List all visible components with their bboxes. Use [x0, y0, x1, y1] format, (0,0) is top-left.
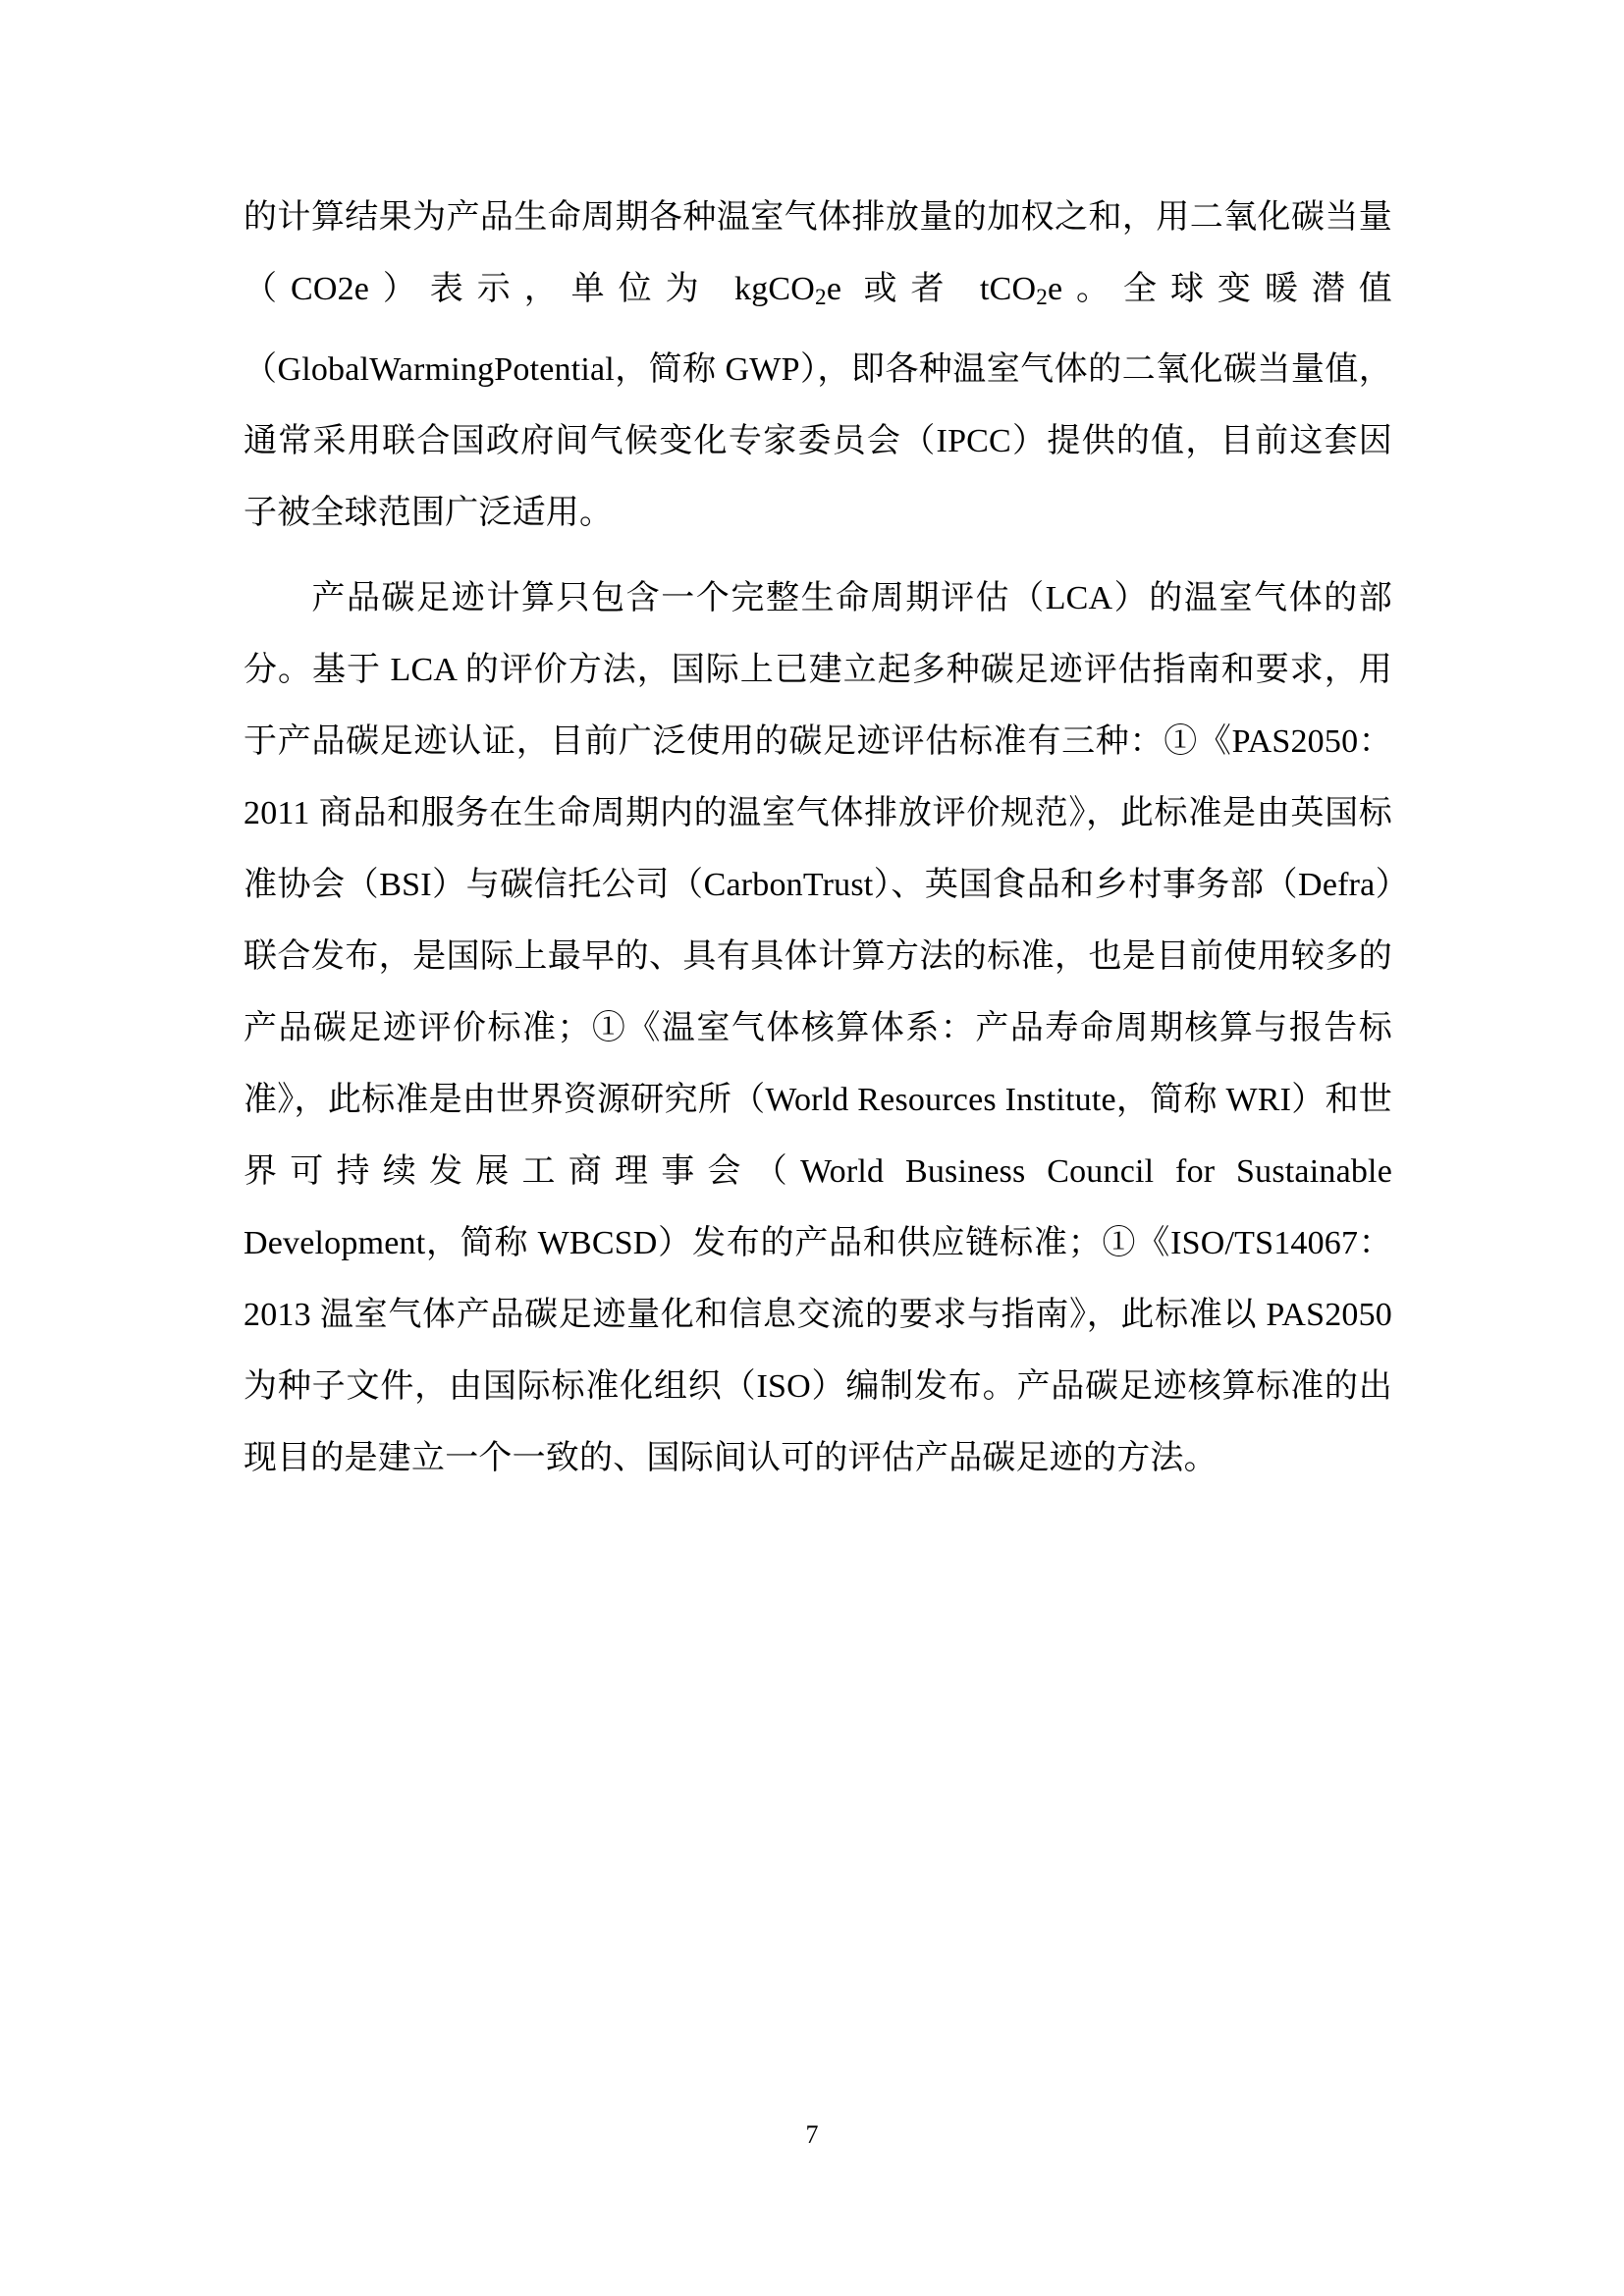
page-body	[244, 182, 1392, 1494]
paragraph-2-text: 产品碳足迹计算只包含一个完整生命周期评估（LCA）的温室气体的部分。基于 LCA 的评价方法，国际上已建立起多种碳足迹评估指南和要求，用于产品碳足迹认证，目前广泛使用的碳足迹评估标准有三种：①《PAS2050：2011 商品和服务在生命周期内的温室气体排放评价规范》，此标准是由英国标准协会（BSI）与碳信托公司（CarbonTrust）、英国食品和乡村事务部（Defra）联合发布，是国际上最早的、具有具体计算方法的标准，也是目前使用较多的产品碳足迹评价标准；①《温室气体核算体系：产品寿命周期核算与报告标准》，此标准是由世界资源研究所（World Resources Institute，简称 WRI）和世界可持续发展工商理事会（World Business Council for Sustainable Development，简称 WBCSD）发布的产品和供应链标准；①《ISO/TS14067：2013 温室气体产品碳足迹量化和信息交流的要求与指南》，此标准以 PAS2050 为种子文件，由国际标准化组织（ISO）编制发布。产品碳足迹核算标准的出现目的是建立一个一致的、国际间认可的评估产品碳足迹的方法。	[244, 580, 1392, 1477]
page-footer	[0, 2120, 1624, 2150]
paragraph-2	[244, 562, 1392, 1494]
paragraph-1-text: 的计算结果为产品生命周期各种温室气体排放量的加权之和，用二氧化碳当量（CO2e）表示，单位为 kgCO$_2$e 或者 tCO$_2$e。全球变暖潜值（GlobalWarmingPotential，简称 GWP），即各种温室气体的二氧化碳当量值，通常采用联合国政府间气候变化专家委员会（IPCC）提供的值，目前这套因子被全球范围广泛适用。	[244, 199, 1392, 532]
page-number: 7	[805, 2120, 819, 2149]
paragraph-1	[244, 182, 1392, 549]
